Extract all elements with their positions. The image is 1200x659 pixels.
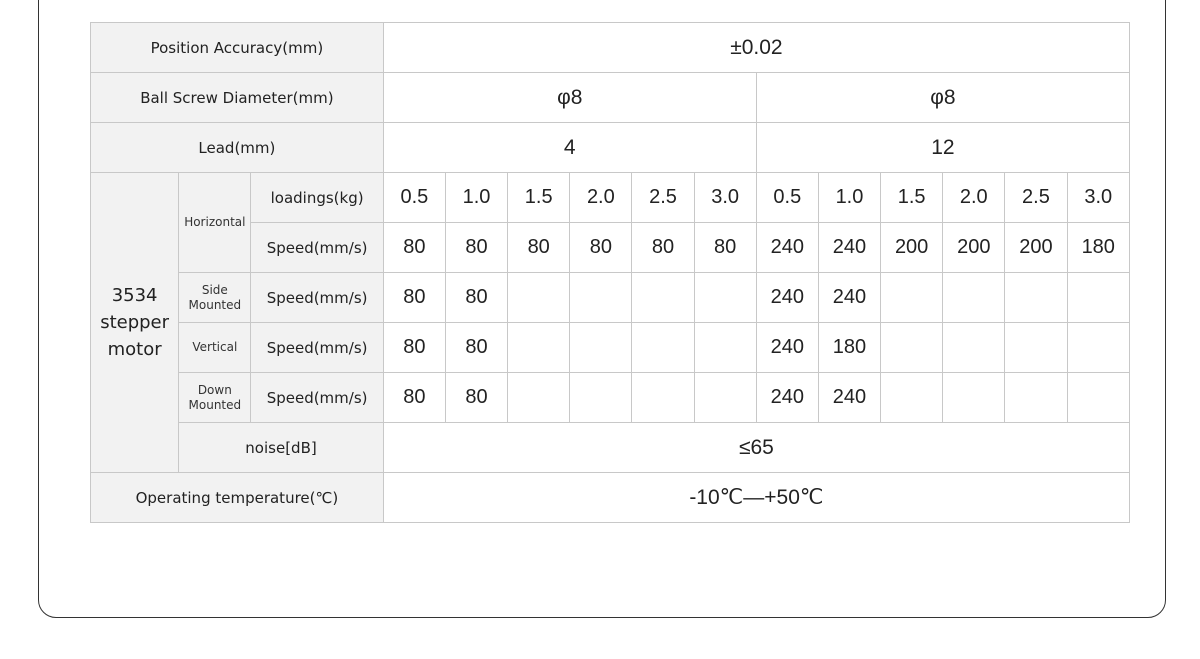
motor-label: 3534 stepper motor — [91, 173, 179, 473]
loading-cell: 2.0 — [570, 173, 632, 223]
row-ball-screw — [91, 73, 1130, 123]
side-mounted-label: Side Mounted — [179, 273, 251, 323]
speed-cell — [508, 273, 570, 323]
speed-cell — [508, 373, 570, 423]
speed-cell: 240 — [818, 373, 880, 423]
loadings-label: loadings(kg) — [251, 173, 383, 223]
speed-cell — [881, 373, 943, 423]
operating-temp-label: Operating temperature(℃) — [91, 473, 384, 523]
loading-cell: 1.0 — [445, 173, 507, 223]
speed-cell — [1005, 273, 1067, 323]
speed-cell — [570, 323, 632, 373]
speed-cell: 80 — [383, 323, 445, 373]
lead-value-1: 4 — [383, 123, 756, 173]
ball-screw-value-2: φ8 — [756, 73, 1129, 123]
loading-cell: 0.5 — [383, 173, 445, 223]
speed-cell — [1005, 373, 1067, 423]
loading-cell: 3.0 — [1067, 173, 1129, 223]
speed-cell: 240 — [756, 273, 818, 323]
speed-cell — [508, 323, 570, 373]
speed-cell: 200 — [1005, 223, 1067, 273]
speed-label: Speed(mm/s) — [251, 373, 383, 423]
horizontal-label: Horizontal — [179, 173, 251, 273]
speed-cell: 80 — [632, 223, 694, 273]
noise-label: noise[dB] — [179, 423, 384, 473]
speed-cell — [632, 323, 694, 373]
speed-cell: 80 — [383, 273, 445, 323]
loading-cell: 2.0 — [943, 173, 1005, 223]
speed-cell: 240 — [756, 373, 818, 423]
loading-cell: 1.5 — [881, 173, 943, 223]
speed-label: Speed(mm/s) — [251, 323, 383, 373]
speed-cell — [694, 273, 756, 323]
position-accuracy-label: Position Accuracy(mm) — [91, 23, 384, 73]
speed-cell — [632, 273, 694, 323]
speed-cell — [881, 273, 943, 323]
speed-cell: 240 — [818, 223, 880, 273]
operating-temp-value: -10℃—+50℃ — [383, 473, 1129, 523]
loading-cell: 0.5 — [756, 173, 818, 223]
position-accuracy-value: ±0.02 — [383, 23, 1129, 73]
row-operating-temp — [91, 473, 1130, 523]
speed-cell: 80 — [445, 273, 507, 323]
speed-cell — [1067, 373, 1129, 423]
speed-cell: 240 — [818, 273, 880, 323]
speed-cell: 180 — [1067, 223, 1129, 273]
vertical-label: Vertical — [179, 323, 251, 373]
speed-cell: 80 — [445, 323, 507, 373]
row-down-mounted — [91, 373, 1130, 423]
row-position-accuracy — [91, 23, 1130, 73]
speed-cell: 80 — [383, 373, 445, 423]
speed-cell: 80 — [383, 223, 445, 273]
lead-value-2: 12 — [756, 123, 1129, 173]
speed-cell: 200 — [881, 223, 943, 273]
loading-cell: 1.5 — [508, 173, 570, 223]
speed-cell: 80 — [694, 223, 756, 273]
speed-cell: 180 — [818, 323, 880, 373]
lead-label: Lead(mm) — [91, 123, 384, 173]
speed-cell — [1067, 273, 1129, 323]
speed-cell: 80 — [445, 223, 507, 273]
speed-cell: 80 — [445, 373, 507, 423]
speed-cell — [694, 323, 756, 373]
row-loadings — [91, 173, 1130, 223]
speed-cell — [943, 273, 1005, 323]
speed-cell: 200 — [943, 223, 1005, 273]
loading-cell: 1.0 — [818, 173, 880, 223]
speed-cell — [1067, 323, 1129, 373]
spec-table — [90, 22, 1130, 523]
row-noise — [91, 423, 1130, 473]
speed-cell — [943, 323, 1005, 373]
speed-cell — [1005, 323, 1067, 373]
speed-label: Speed(mm/s) — [251, 273, 383, 323]
speed-label: Speed(mm/s) — [251, 223, 383, 273]
speed-cell: 240 — [756, 223, 818, 273]
speed-cell — [570, 373, 632, 423]
noise-value: ≤65 — [383, 423, 1129, 473]
speed-cell — [632, 373, 694, 423]
speed-cell — [570, 273, 632, 323]
speed-cell: 80 — [508, 223, 570, 273]
ball-screw-label: Ball Screw Diameter(mm) — [91, 73, 384, 123]
speed-cell — [943, 373, 1005, 423]
speed-cell — [881, 323, 943, 373]
row-vertical — [91, 323, 1130, 373]
loading-cell: 2.5 — [632, 173, 694, 223]
down-mounted-label: Down Mounted — [179, 373, 251, 423]
row-lead — [91, 123, 1130, 173]
loading-cell: 2.5 — [1005, 173, 1067, 223]
loading-cell: 3.0 — [694, 173, 756, 223]
speed-cell — [694, 373, 756, 423]
row-side-mounted — [91, 273, 1130, 323]
speed-cell: 240 — [756, 323, 818, 373]
ball-screw-value-1: φ8 — [383, 73, 756, 123]
speed-cell: 80 — [570, 223, 632, 273]
